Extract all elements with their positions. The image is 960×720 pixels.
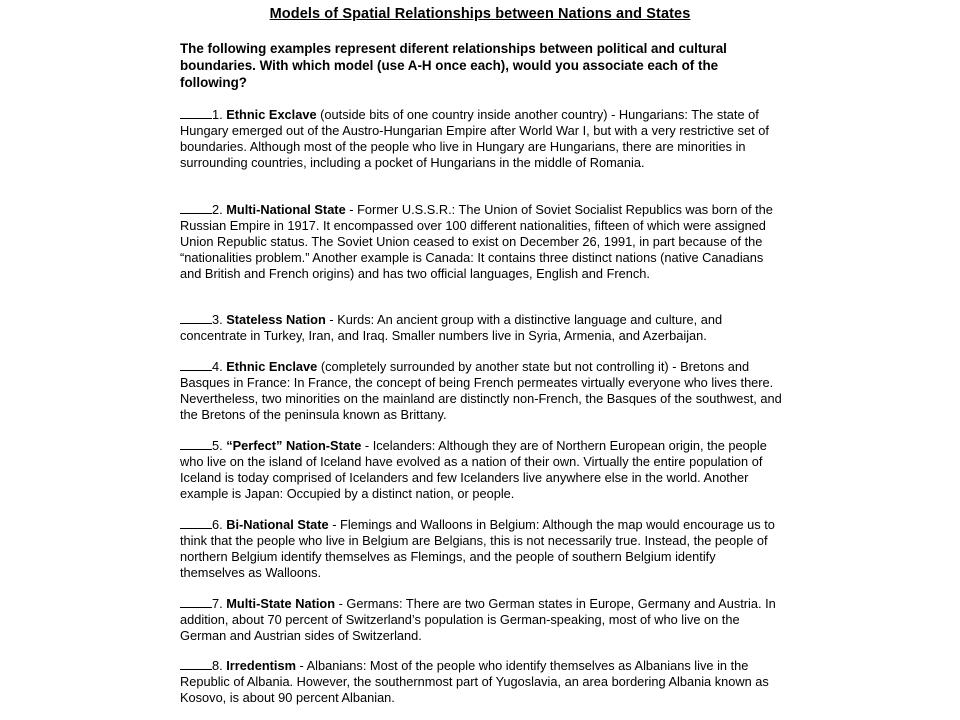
answer-blank[interactable] <box>180 358 212 371</box>
item-description: - Germans: There are two German states in Europe, Germany and Austria. In addition, about 70 percent of Switzerland’s population is German-speaking, most of who live on the German and Austrian sides of Switzerland. <box>180 596 776 643</box>
answer-blank[interactable] <box>180 595 212 608</box>
page-title: Models of Spatial Relationships between Nations and States <box>269 6 691 22</box>
list-item-1 <box>180 106 782 171</box>
answer-blank[interactable] <box>180 311 212 324</box>
answer-blank[interactable] <box>180 437 212 450</box>
answer-blank[interactable] <box>180 657 212 670</box>
item-description: - Flemings and Walloons in Belgium: Although the map would encourage us to think that the people who live in Belgium are Belgians, this is not necessarily true. Instead, the people of northern Belgium identify themselves as Flemings, and the people of southern Belgium identify themselves as Walloons. <box>180 517 775 580</box>
item-number: 1. <box>212 107 223 122</box>
item-description: - Icelanders: Although they are of Northern European origin, the people who live on the island of Iceland have evolved as a nation of their own. Virtually the entire population of Iceland is today comprised of Icelanders and few Icelanders live anywhere else in the world. Another example is Japan: Occupied by a distinct nation, or people. <box>180 438 767 501</box>
list-item-4 <box>180 358 782 423</box>
item-term: “Perfect” Nation-State <box>226 438 362 453</box>
item-term: Stateless Nation <box>226 312 326 327</box>
list-item-6 <box>180 516 782 581</box>
item-term: Multi-National State <box>226 202 346 217</box>
answer-blank[interactable] <box>180 106 212 119</box>
item-number: 6. <box>212 517 223 532</box>
item-description: - Albanians: Most of the people who identify themselves as Albanians live in the Republic of Albania. However, the southernmost part of Yugoslavia, an area bordering Albania known as Kosovo, is about 90 percent Albanian. <box>180 658 769 705</box>
item-term: Bi-National State <box>226 517 329 532</box>
item-term: Multi-State Nation <box>226 596 336 611</box>
item-number: 7. <box>212 596 223 611</box>
answer-blank[interactable] <box>180 516 212 529</box>
item-description: (completely surrounded by another state but not controlling it) - Bretons and Basques in France: In France, the concept of being French permeates virtually everyone who lives there. Nevertheless, two minorities on the mainland are distinctly non-French, the Basques of the southwest, and the Bretons of the peninsula known as Brittany. <box>180 359 782 422</box>
list-item-7 <box>180 595 782 644</box>
item-number: 8. <box>212 658 223 673</box>
list-item-8 <box>180 657 782 706</box>
item-term: Ethnic Enclave <box>226 359 318 374</box>
item-term: Irredentism <box>226 658 296 673</box>
item-number: 2. <box>212 202 223 217</box>
list-item-2 <box>180 201 782 282</box>
item-number: 3. <box>212 312 223 327</box>
item-number: 4. <box>212 359 223 374</box>
item-description: (outside bits of one country inside another country) - Hungarians: The state of Hungary emerged out of the Austro-Hungarian Empire after World War I, but with a very restrictive set of boundaries. Although most of the people who live in Hungary are Hungarians, there are minorities in surrounding countries, including a pocket of Hungarians in the middle of Romania. <box>180 107 769 170</box>
item-description: - Former U.S.S.R.: The Union of Soviet Socialist Republics was born of the Russian Empire in 1917. It encompassed over 100 different nationalities, fifteen of which were assigned Union Republic status. The Soviet Union ceased to exist on December 26, 1991, in part because of the “nationalities problem.” Another example is Canada: It contains three distinct nations (native Canadians and British and French origins) and has two official languages, English and French. <box>180 202 773 281</box>
item-description: - Kurds: An ancient group with a distinctive language and culture, and concentrate in Turkey, Iran, and Iraq. Smaller numbers live in Syria, Armenia, and Azerbaijan. <box>180 312 723 343</box>
list-item-5 <box>180 437 782 502</box>
item-term: Ethnic Exclave <box>226 107 317 122</box>
list-item-3 <box>180 311 782 344</box>
answer-blank[interactable] <box>180 201 212 214</box>
instructions-text: The following examples represent diferent relationships between political and cultural boundaries. With which model (use A-H once each), would you associate each of the following? <box>180 41 727 90</box>
item-number: 5. <box>212 438 223 453</box>
